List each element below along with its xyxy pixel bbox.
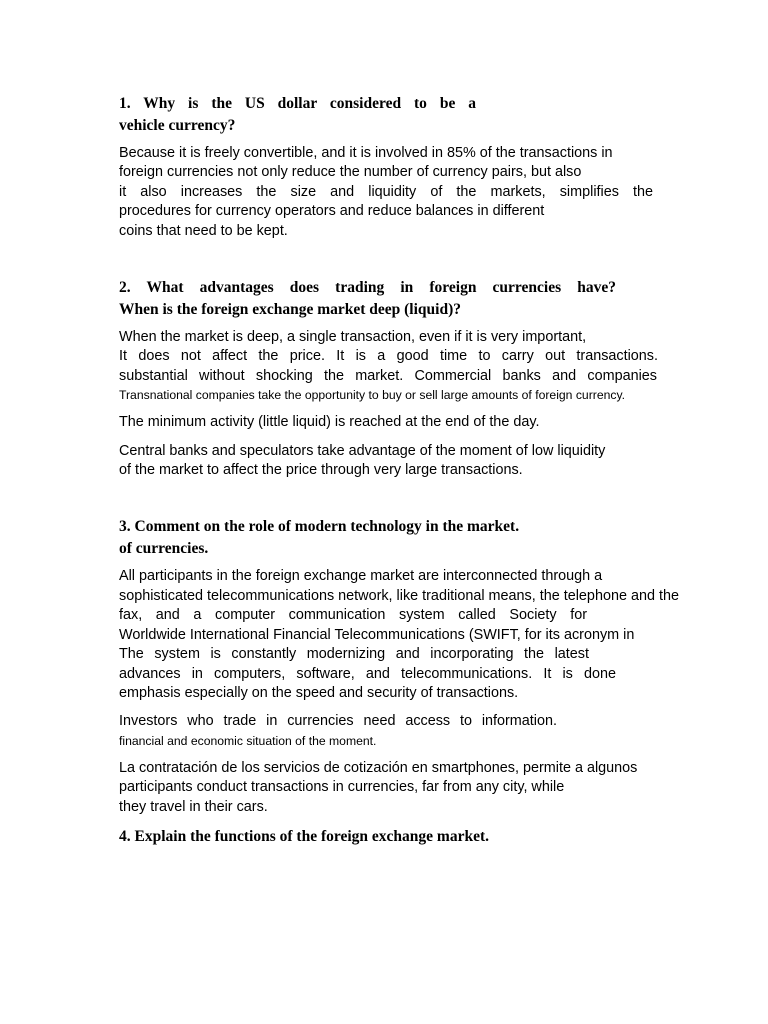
question-line: vehicle currency? (119, 117, 236, 134)
answer-3-paragraph-3 (119, 759, 719, 817)
text-line: financial and economic situation of the moment. (119, 733, 377, 748)
text-line: procedures for currency operators and reduce balances in different (119, 203, 545, 220)
text-line: Transnational companies take the opportunity to buy or sell large amounts of foreign currency. (119, 388, 626, 403)
text-line: The minimum activity (little liquid) is reached at the end of the day. (119, 414, 540, 431)
section-1 (119, 93, 719, 241)
question-line: of currencies. (119, 540, 209, 558)
text-line: Because it is freely convertible, and it is involved in 85% of the transactions in (119, 145, 613, 161)
text-line: When the market is deep, a single transaction, even if it is very important, (119, 329, 587, 346)
document-page (119, 93, 719, 855)
answer-3-paragraph-2 (119, 712, 719, 749)
text-line: All participants in the foreign exchange market are interconnected through a (119, 568, 603, 585)
question-line: When is the foreign exchange market deep (liquid)? (119, 301, 461, 319)
text-line: fax, and a computer communication system called Society for (119, 607, 587, 624)
text-line: participants conduct transactions in currencies, far from any city, while (119, 779, 565, 796)
answer-2-paragraph-3 (119, 442, 719, 481)
question-line: 4. Explain the functions of the foreign exchange market. (119, 827, 489, 845)
answer-2-paragraph-1 (119, 328, 719, 404)
question-3-heading (119, 516, 719, 560)
text-line: Worldwide International Financial Telecommunications (SWIFT, for its acronym in (119, 626, 635, 643)
text-line: coins that need to be kept. (119, 222, 288, 239)
question-line: 3. Comment on the role of modern technology in the market. (119, 518, 520, 536)
text-line: substantial without shocking the market. Commercial banks and companies (119, 367, 657, 384)
text-line: It does not affect the price. It is a good time to carry out transactions. (119, 348, 658, 365)
text-line: sophisticated telecommunications network, like traditional means, the telephone and the (119, 587, 679, 604)
question-line: 2. What advantages does trading in foreign currencies have? (119, 279, 616, 297)
text-line: emphasis especially on the speed and security of transactions. (119, 684, 519, 701)
text-line: Investors who trade in currencies need access to information. (119, 713, 557, 730)
section-2 (119, 277, 719, 480)
answer-1-paragraph-1 (119, 144, 719, 241)
section-4 (119, 826, 719, 848)
question-line: 1. Why is the US dollar considered to be a (119, 95, 476, 112)
answer-3-paragraph-1 (119, 567, 719, 703)
section-3 (119, 516, 719, 816)
question-4-heading (119, 826, 719, 848)
question-2-heading (119, 277, 719, 321)
answer-2-paragraph-2 (119, 413, 719, 432)
text-line: of the market to affect the price through very large transactions. (119, 462, 523, 479)
text-line: foreign currencies not only reduce the number of currency pairs, but also (119, 164, 582, 181)
question-1-heading (119, 93, 719, 137)
text-line: Central banks and speculators take advantage of the moment of low liquidity (119, 442, 606, 459)
text-line: advances in computers, software, and telecommunications. It is done (119, 665, 616, 682)
text-line: La contratación de los servicios de cotización en smartphones, permite a algunos (119, 759, 638, 776)
text-line: it also increases the size and liquidity of the markets, simplifies the (119, 183, 653, 200)
text-line: they travel in their cars. (119, 798, 268, 815)
text-line: The system is constantly modernizing and incorporating the latest (119, 646, 589, 663)
